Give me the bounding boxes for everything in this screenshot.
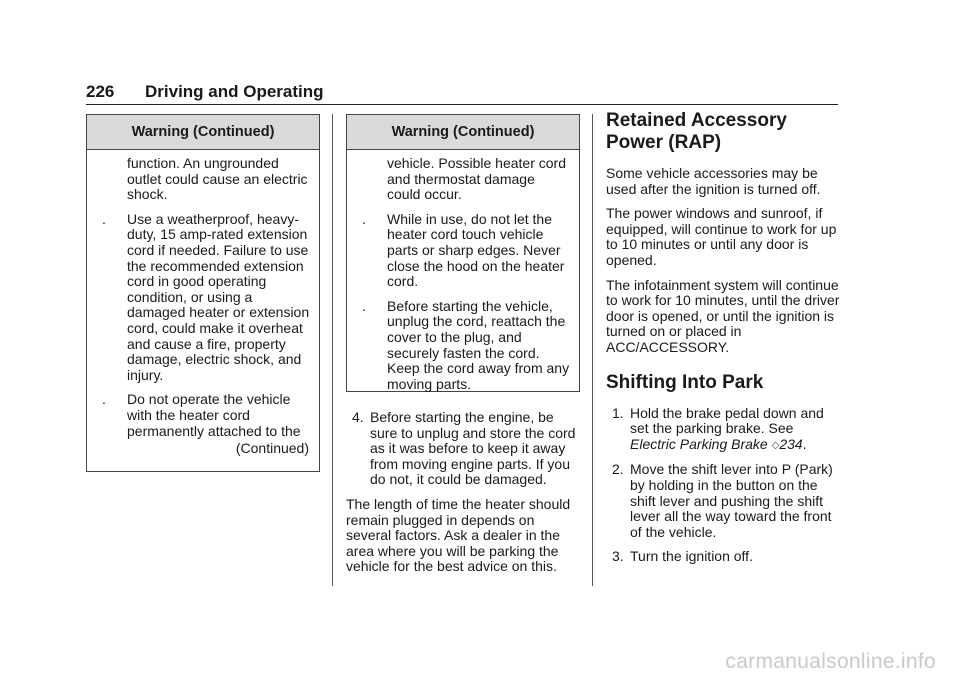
bullet-marker: . [362, 210, 366, 227]
numbered-step [606, 462, 840, 540]
page-header [86, 82, 838, 105]
step-number: 4. [352, 409, 364, 425]
section-title: Driving and Operating [145, 82, 324, 101]
paragraph: The power windows and sunroof, if equipped, will continue to work for up to 10 minutes or until any door is opened. [606, 205, 837, 268]
warning-box-left [86, 114, 320, 472]
paragraph: The infotainment system will continue to work for 10 minutes, until the driver door is opened, or until the ignition is turned on or placed in ACC/ACCESSORY. [606, 276, 840, 355]
column-divider [332, 114, 333, 586]
bullet-marker: . [362, 297, 366, 314]
page-reference[interactable]: 234 [779, 435, 803, 452]
paragraph: The length of time the heater should remain plugged in depends on several factors. Ask a dealer in the area where you will be parking the vehicle for the best advice on this. [346, 495, 571, 575]
numbered-step: 1. Hold the brake pedal down and set the parking brake. See Electric Parking Brake ◇234. [612, 404, 824, 452]
warning-body [87, 150, 319, 457]
warning-bullet [87, 392, 311, 439]
step-number: 2. [612, 461, 624, 478]
step-text: Hold the brake pedal down and set the parking brake. See [630, 404, 824, 437]
step-text: Move the shift lever into P (Park) by holding in the button on the shift lever and pushing the shift lever all the way toward the front of the vehicle. [630, 461, 833, 540]
column-divider [592, 114, 593, 586]
page-reference-icon: ◇ [771, 439, 780, 451]
bullet-marker: . [102, 391, 106, 408]
bullet-text: Do not operate the vehicle with the heater cord permanently attached to the [127, 391, 301, 439]
bullet-text: Use a weatherproof, heavy-duty, 15 amp-rated extension cord if needed. Failure to use the recommended extension cord in good operating condition, or using a damaged heater or extension cord, could make it overheat and cause a fire, property damage, electric shock, and injury. [127, 210, 310, 383]
warning-bullet [347, 212, 571, 290]
warning-text: function. An ungrounded outlet could cause an electric shock. [127, 155, 308, 203]
middle-column-text [346, 410, 580, 584]
warning-body [347, 150, 579, 392]
rap-heading: Retained Accessory Power (RAP) [606, 110, 787, 153]
page-number: 226 [86, 82, 115, 101]
continued-label: (Continued) [235, 440, 309, 457]
warning-bullet [347, 299, 571, 393]
warning-title: Warning (Continued) [87, 115, 319, 150]
warning-bullet [87, 212, 311, 384]
watermark: carmanualsonline.info [725, 650, 936, 673]
warning-box-middle [346, 114, 580, 392]
step-number: 1. [612, 404, 624, 421]
bullet-text: Before starting the vehicle, unplug the cord, reattach the cover to the plug, and securely fasten the cord. Keep the cord away from any moving parts. [387, 297, 570, 392]
bullet-marker: . [102, 210, 106, 227]
numbered-step [606, 549, 840, 565]
step-number: 3. [612, 548, 624, 565]
warning-text: vehicle. Possible heater cord and thermostat damage could occur. [387, 155, 566, 203]
step-text: Before starting the engine, be sure to unplug and store the cord as it was before to keep it away from moving engine parts. If you do not, it could be damaged. [370, 409, 576, 488]
warning-title: Warning (Continued) [347, 115, 579, 150]
paragraph: Some vehicle accessories may be used after the ignition is turned off. [606, 165, 821, 197]
bullet-text: While in use, do not let the heater cord touch vehicle parts or sharp edges. Never close the hood on the heater cord. [387, 210, 565, 290]
park-heading: Shifting Into Park [606, 371, 764, 393]
numbered-step [346, 410, 580, 488]
step-text: Turn the ignition off. [630, 548, 753, 565]
cross-reference-link[interactable]: Electric Parking Brake [630, 435, 768, 452]
right-column-text [606, 110, 840, 574]
